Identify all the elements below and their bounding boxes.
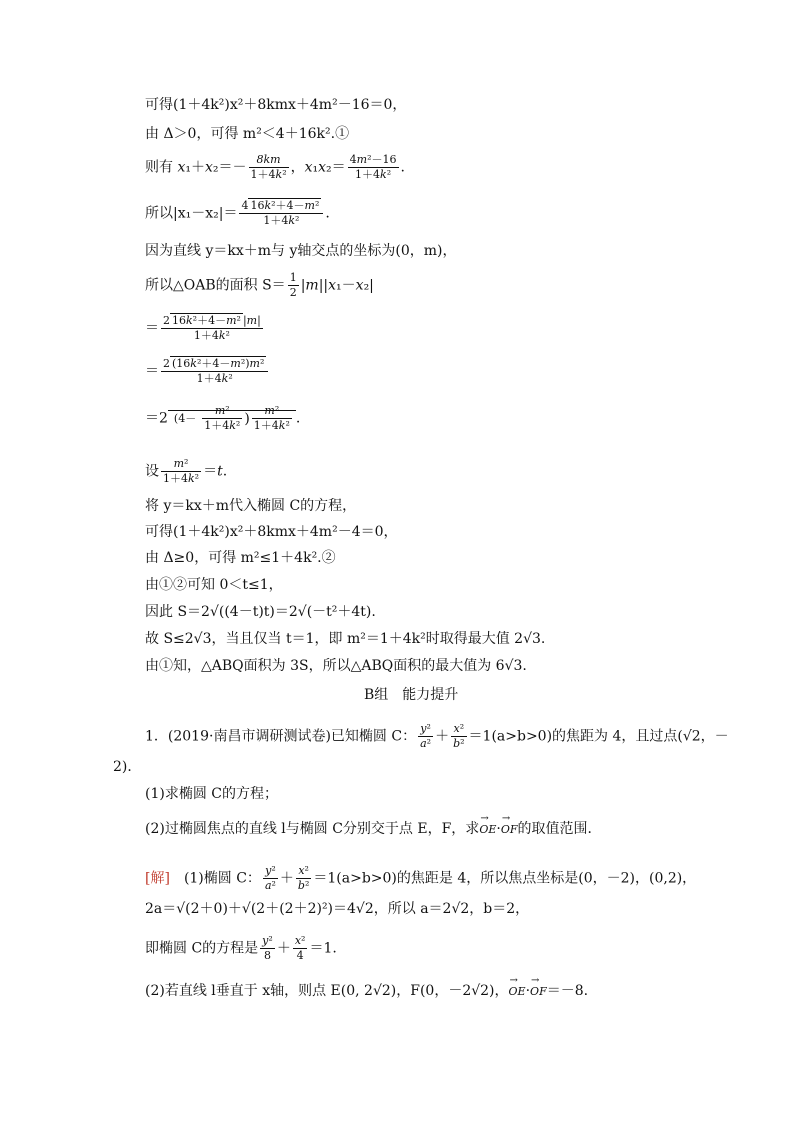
text-label: 所以|x₁－x₂|＝ bbox=[145, 205, 238, 222]
fraction: $\frac{8km}{\text{1＋4k²}}$ bbox=[250, 153, 287, 181]
solution-line-3: 即椭圆 C的方程是 $\frac{\text{y²}}{8}$ ＋ $\frac{\text{x²}}{4}$ ＝1. bbox=[145, 934, 337, 962]
text-label: ＝1. bbox=[309, 940, 337, 957]
text-label: 所以△OAB的面积 S＝ bbox=[145, 277, 286, 294]
text-line: 将 y＝kx＋m代入椭圆 C的方程， bbox=[145, 498, 357, 514]
text-label: (2)若直线 l垂直于 x轴，则点 E(0, 2√2)，F(0，－2√2)， bbox=[145, 983, 509, 999]
fraction: $\frac{\text{m²}}{\text{1＋4k²}}$ bbox=[163, 457, 200, 485]
text-label: (1)椭圆 C： bbox=[183, 870, 261, 887]
fraction: $\frac{\text{y²}}{\text{a²}}$ bbox=[420, 722, 432, 750]
text-line: 由①②可知 0＜t≤1， bbox=[145, 577, 283, 593]
text-line-set: 设 $\frac{\text{m²}}{\text{1＋4k²}}$ ＝t. bbox=[145, 457, 228, 485]
text-label: 即椭圆 C的方程是 bbox=[145, 940, 259, 957]
text-line: 因此 S＝2√((4－t)t)＝2√(－t²＋4t). bbox=[145, 604, 376, 620]
fraction: $\frac{\text{m²}}{\text{1＋4k²}}$ bbox=[204, 404, 241, 432]
text-line-sum: 则有 x₁＋x₂＝－ $\frac{8km}{\text{1＋4k²}}$ ，x₁x₂＝ $\frac{\text{4m²－16}}{\text{1＋4k²}}$ . bbox=[145, 153, 405, 181]
problem-intro: 1．(2019·南昌市调研测试卷)已知椭圆 C： $\frac{\text{y²}}{\text{a²}}$ ＋ $\frac{\text{x²}}{\text{b²}}$ ＝1(a>b>0)的焦距为 4，且过点(√2，－ bbox=[145, 722, 729, 750]
text-label: 1．(2019·南昌市调研测试卷)已知椭圆 C： bbox=[145, 728, 417, 745]
fraction: $\frac{\text{y²}}{\text{a²}}$ bbox=[264, 864, 276, 892]
fraction: $\frac{1}{2}$ bbox=[289, 271, 297, 299]
text-line-diff: 所以|x₁－x₂|＝ $\frac{\text{4 16k²＋4－m²}}{\text{1＋4k²}}$ . bbox=[145, 199, 330, 227]
text-line: 2)． bbox=[113, 759, 142, 775]
solution-line-1: [解] (1)椭圆 C： $\frac{\text{y²}}{\text{a²}}$ ＋ $\frac{\text{x²}}{\text{b²}}$ ＝1(a>b>0)的焦距是 4，所以焦点坐标是(0，－2)，(0,2)， bbox=[145, 864, 697, 892]
text-line: 由 Δ＞0，可得 m²＜4＋16k².① bbox=[145, 126, 350, 142]
equation-line: ＝2 (4－ $\frac{\text{m²}}{\text{1＋4k²}}$ ) $\frac{\text{m²}}{\text{1＋4k²}}$ . bbox=[145, 404, 301, 432]
text-line: 故 S≤2√3，当且仅当 t＝1，即 m²＝1＋4k²时取得最大值 2√3. bbox=[145, 631, 546, 647]
equation-line: ＝ $\frac{\text{2 (16k²＋4－m²)m²}}{\text{1＋4k²}}$ bbox=[145, 357, 270, 386]
text-label: 的取值范围． bbox=[517, 821, 602, 837]
vector-oe: → OE bbox=[509, 983, 526, 1001]
fraction: $\frac{\text{2 16k²＋4－m² |m|}}{\text{1＋4k²}}$ bbox=[163, 314, 261, 342]
text-line: 由 Δ≥0，可得 m²≤1＋4k².② bbox=[145, 550, 336, 566]
text-line: 可得(1＋4k²)x²＋8kmx＋4m²－4＝0， bbox=[145, 524, 398, 540]
text-label: ＝1(a>b>0)的焦距是 4，所以焦点坐标是(0，－2)，(0,2)， bbox=[313, 870, 697, 887]
fraction: $\frac{\text{x²}}{\text{b²}}$ bbox=[297, 864, 310, 892]
vector-of: → OF bbox=[530, 983, 547, 1001]
vector-of: → OF bbox=[501, 821, 518, 839]
text-line-area: 所以△OAB的面积 S＝ $\frac{1}{2}$ |m||x₁－x₂| bbox=[145, 271, 374, 299]
fraction: $\frac{\text{2 (16k²＋4－m²)m²}}{\text{1＋4k²}}$ bbox=[161, 357, 268, 386]
question-2: (2)过椭圆焦点的直线 l与椭圆 C分别交于点 E，F，求→ OE·→ OF的取值范围． bbox=[145, 820, 601, 839]
fraction: $\frac{\text{x²}}{\text{b²}}$ bbox=[453, 722, 465, 750]
fraction: (4－ bbox=[173, 411, 197, 425]
section-title: B组 能力提升 bbox=[364, 687, 459, 703]
vector-oe: → OE bbox=[479, 821, 496, 839]
fraction: $\frac{\text{4 16k²＋4－m²}}{\text{1＋4k²}}$ bbox=[239, 199, 323, 228]
question-1: (1)求椭圆 C的方程； bbox=[145, 786, 278, 802]
text-label: ＝－8. bbox=[546, 983, 589, 999]
solution-tag: [解] bbox=[145, 870, 170, 887]
text-label: 设 bbox=[145, 463, 159, 480]
text-line: 2a＝√(2＋0)＋√(2＋(2＋2)²)＝4√2，所以 a＝2√2，b＝2， bbox=[145, 901, 530, 917]
equation-line: ＝ $\frac{\text{2 16k²＋4－m² |m|}}{\text{1＋4k²}}$ bbox=[145, 314, 261, 342]
fraction: $\frac{\text{x²}}{4}$ bbox=[294, 934, 306, 962]
fraction: $\frac{\text{4m²－16}}{\text{1＋4k²}}$ bbox=[349, 153, 397, 181]
text-line: 可得(1＋4k²)x²＋8kmx＋4m²－16＝0， bbox=[145, 97, 407, 113]
fraction: $\frac{\text{y²}}{8}$ bbox=[262, 934, 273, 962]
text-line: 由①知，△ABQ面积为 3S，所以△ABQ面积的最大值为 6√3. bbox=[145, 658, 527, 674]
solution-line-4: (2)若直线 l垂直于 x轴，则点 E(0, 2√2)，F(0，－2√2)，→ OE·→ OF＝－8. bbox=[145, 982, 588, 1001]
fraction: $\frac{\text{m²}}{\text{1＋4k²}}$ bbox=[253, 404, 290, 432]
text-label: (2)过椭圆焦点的直线 l与椭圆 C分别交于点 E，F，求 bbox=[145, 821, 480, 837]
text-line: 因为直线 y＝kx＋m与 y轴交点的坐标为(0，m)， bbox=[145, 243, 457, 259]
text-label: ＝1(a>b>0)的焦距为 4，且过点(√2，－ bbox=[468, 728, 729, 745]
